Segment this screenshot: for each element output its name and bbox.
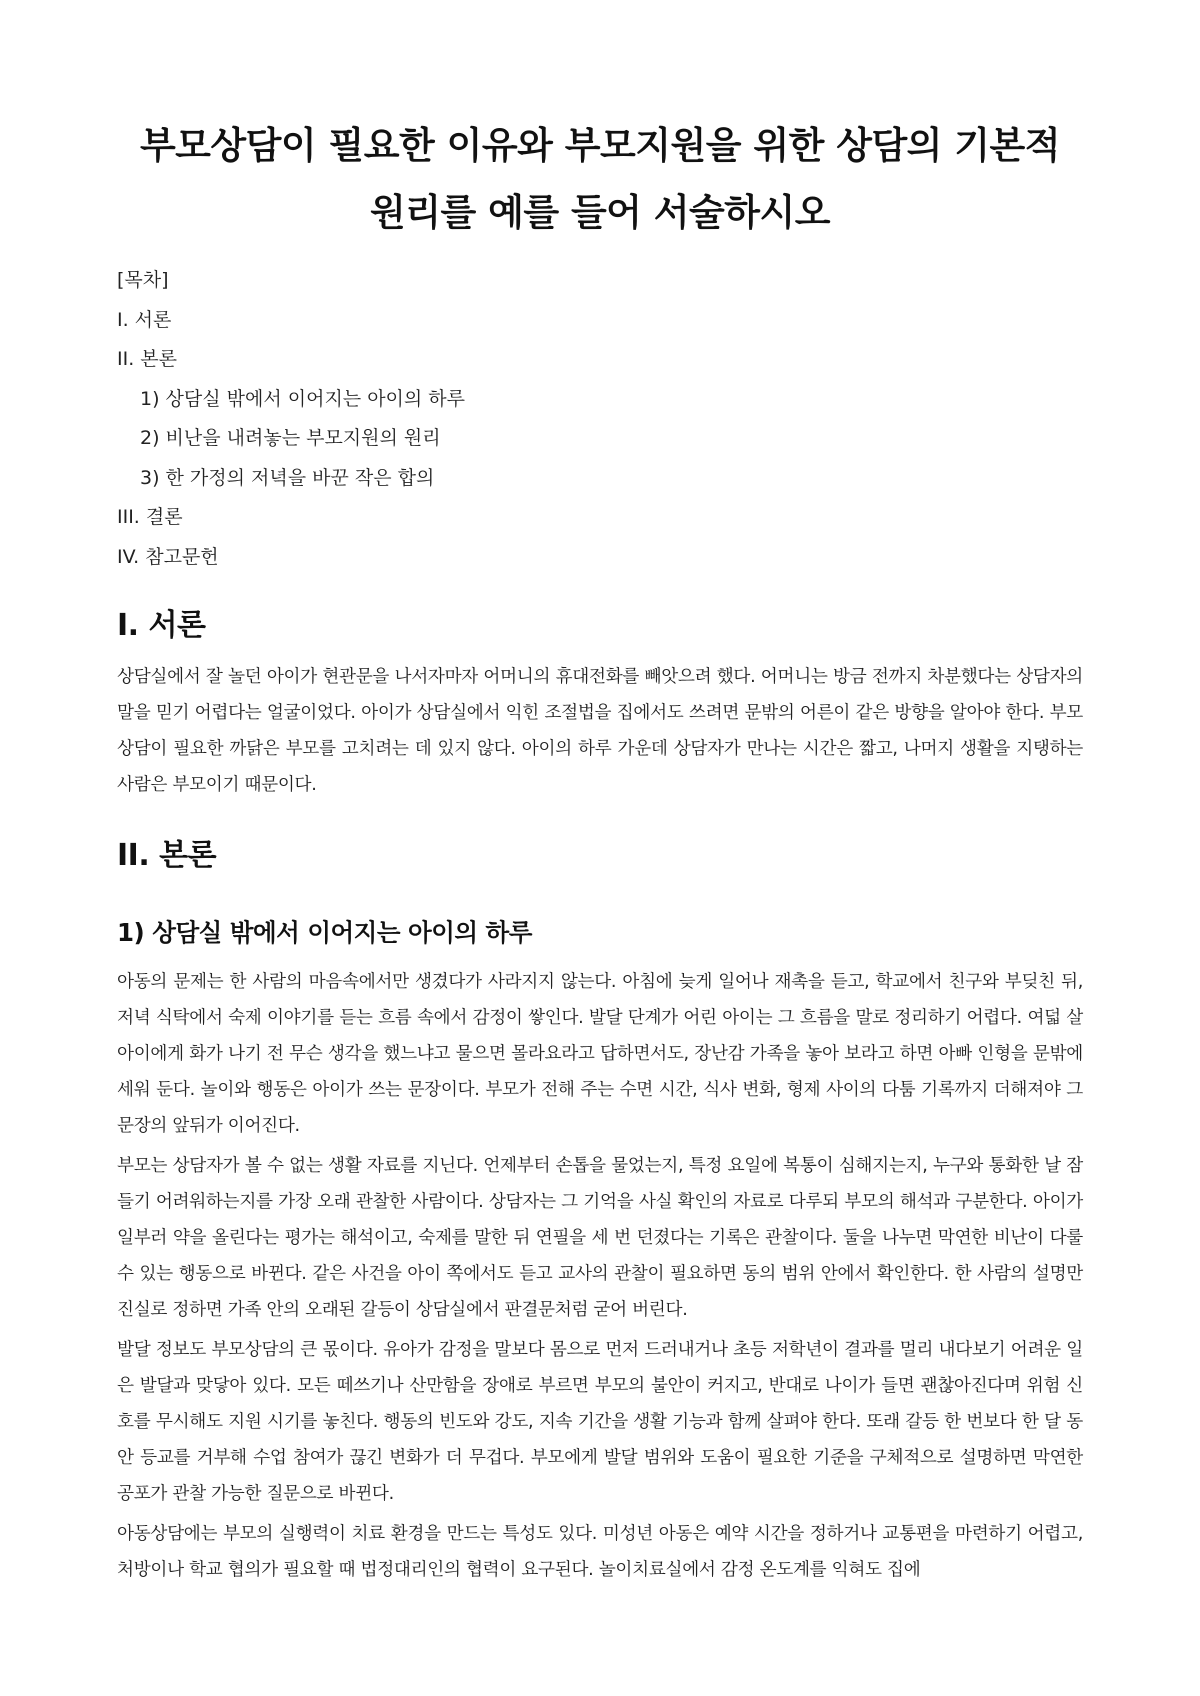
document-title: 부모상담이 필요한 이유와 부모지원을 위한 상담의 기본적 원리를 예를 들어 서술하시오	[139, 124, 1061, 234]
toc-item-references: IV. 참고문헌	[117, 545, 219, 568]
toc-item-body: II. 본론	[117, 348, 177, 370]
body-sub1-paragraph-4: 아동상담에는 부모의 실행력이 치료 환경을 만드는 특성도 있다. 미성년 아동은 예약 시간을 정하거나 교통편을 마련하기 어렵고, 처방이나 학교 협의가 필요할 때 법정대리인의 협력이 요구된다. 놀이치료실에서 감정 온도계를 익혀도 집에	[117, 1523, 1083, 1580]
body-heading: II. 본론	[117, 837, 217, 873]
toc-item-body-1: 1) 상담실 밖에서 이어지는 아이의 하루	[140, 387, 466, 410]
body-sub1-heading: 1) 상담실 밖에서 이어지는 아이의 하루	[117, 917, 532, 947]
body-sub1-paragraph-3: 발달 정보도 부모상담의 큰 몫이다. 유아가 감정을 말보다 몸으로 먼저 드러내거나 초등 저학년이 결과를 멀리 내다보기 어려운 일은 발달과 맞닿아 있다. 모든 떼쓰기나 산만함을 장애로 부르면 부모의 불안이 커지고, 반대로 나이가 들면 괜찮아진다며 위험 신호를 무시해도 지원 시기를 놓친다. 행동의 빈도와 강도, 지속 기간을 생활 기능과 함께 살펴야 한다. 또래 갈등 한 번보다 한 달 동안 등교를 거부해 수업 참여가 끊긴 변화가 더 무겁다. 부모에게 발달 범위와 도움이 필요한 기준을 구체적으로 설명하면 막연한 공포가 관찰 가능한 질문으로 바뀐다.	[117, 1339, 1083, 1504]
toc-item-conclusion: III. 결론	[117, 506, 183, 528]
body-sub1-paragraph-1: 아동의 문제는 한 사람의 마음속에서만 생겼다가 사라지지 않는다. 아침에 늦게 일어나 재촉을 듣고, 학교에서 친구와 부딪친 뒤, 저녁 식탁에서 숙제 이야기를 듣는 흐름 속에서 감정이 쌓인다. 발달 단계가 어린 아이는 그 흐름을 말로 정리하기 어렵다. 여덟 살 아이에게 화가 나기 전 무슨 생각을 했느냐고 물으면 몰라요라고 답하면서도, 장난감 가족을 놓아 보라고 하면 아빠 인형을 문밖에 세워 둔다. 놀이와 행동은 아이가 쓰는 문장이다. 부모가 전해 주는 수면 시간, 식사 변화, 형제 사이의 다툼 기록까지 더해져야 그 문장의 앞뒤가 이어진다.	[117, 971, 1083, 1136]
toc-item-body-2: 2) 비난을 내려놓는 부모지원의 원리	[140, 427, 441, 449]
intro-paragraph: 상담실에서 잘 놀던 아이가 현관문을 나서자마자 어머니의 휴대전화를 빼앗으려 했다. 어머니는 방금 전까지 차분했다는 상담자의 말을 믿기 어렵다는 얼굴이었다. 아이가 상담실에서 익힌 조절법을 집에서도 쓰려면 문밖의 어른이 같은 방향을 알아야 한다. 부모상담이 필요한 까닭은 부모를 고치려는 데 있지 않다. 아이의 하루 가운데 상담자가 만나는 시간은 짧고, 나머지 생활을 지탱하는 사람은 부모이기 때문이다.	[117, 666, 1083, 795]
intro-heading: I. 서론	[117, 607, 206, 643]
toc-item-intro: I. 서론	[117, 308, 172, 331]
toc-label: [목차]	[117, 269, 169, 291]
body-sub1-paragraph-2: 부모는 상담자가 볼 수 없는 생활 자료를 지닌다. 언제부터 손톱을 물었는지, 특정 요일에 복통이 심해지는지, 누구와 통화한 날 잠들기 어려워하는지를 가장 오래 관찰한 사람이다. 상담자는 그 기억을 사실 확인의 자료로 다루되 부모의 해석과 구분한다. 아이가 일부러 약을 올린다는 평가는 해석이고, 숙제를 말한 뒤 연필을 세 번 던졌다는 기록은 관찰이다. 둘을 나누면 막연한 비난이 다룰 수 있는 행동으로 바뀐다. 같은 사건을 아이 쪽에서도 듣고 교사의 관찰이 필요하면 동의 범위 안에서 확인한다. 한 사람의 설명만 진실로 정하면 가족 안의 오래된 갈등이 상담실에서 판결문처럼 굳어 버린다.	[117, 1155, 1083, 1320]
table-of-contents	[117, 268, 1083, 570]
toc-item-body-3: 3) 한 가정의 저녁을 바꾼 작은 합의	[140, 466, 435, 489]
document-page	[117, 0, 1083, 1588]
